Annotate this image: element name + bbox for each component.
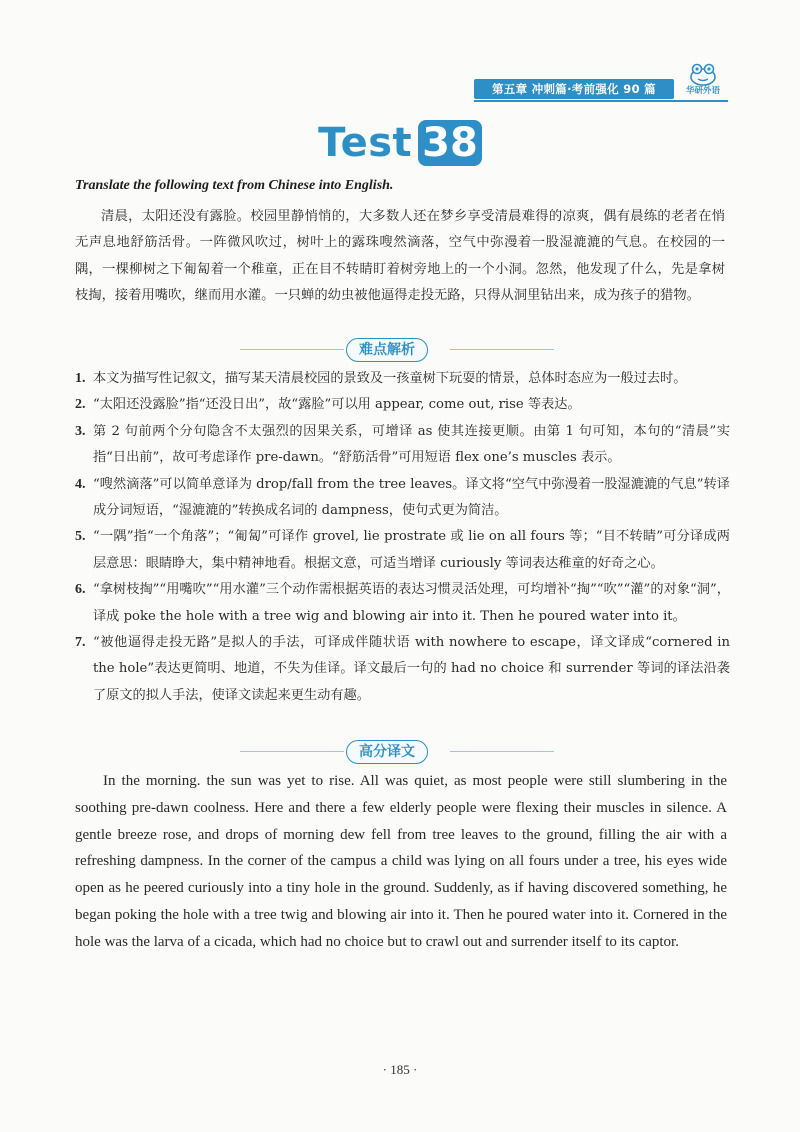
page-title bbox=[0, 120, 800, 166]
frog-logo-icon bbox=[688, 62, 718, 86]
note-item bbox=[75, 472, 730, 525]
heading-line-left bbox=[240, 349, 344, 350]
analysis-heading: 难点解析 bbox=[346, 338, 428, 362]
note-text: “拿树枝掏”“用嘴吹”“用水灌”三个动作需根据英语的表达习惯灵活处理，可均增补“掏”“吹”“灌”的对象“洞”，译成 poke the hole with a tree wig and blowing air into it. Then he poured water into it。 bbox=[93, 582, 730, 624]
heading-line-right bbox=[450, 349, 554, 350]
note-text: 第 2 句前两个分句隐含不太强烈的因果关系，可增译 as 使其连接更顺。由第 1 句可知，本句的“清晨”实指“日出前”，故可考虑译作 pre-dawn。“舒筋活骨”可用短语 flex one’s muscles 表示。 bbox=[93, 423, 730, 466]
translation-heading: 高分译文 bbox=[346, 740, 428, 764]
logo-text: 华研外语 bbox=[685, 86, 720, 96]
instruction: Translate the following text from Chinese into English. bbox=[75, 178, 394, 193]
translation-text: In the morning. the sun was yet to rise. All was quiet, as most people were still slumbering in the soothing pre-dawn coolness. Here and there a few elderly people were flexing their muscles in silence. A gentle breeze rose, and drops of morning dew fell from tree leaves to the ground, filling the air with a refreshing dampness. In the corner of the campus a child was lying on all fours under a tree, his eyes wide open as he peered curiously into a tiny hole in the ground. Suddenly, as if having discovered something, he began poking the hole with a tree twig and blowing air into it. Then he poured water into it. Cornered in the hole was the larva of a cicada, which had no choice but to crawl out and surrender itself to its captor. bbox=[75, 773, 727, 950]
note-item bbox=[75, 419, 730, 472]
note-number: 3. bbox=[75, 423, 86, 439]
title-number: 38 bbox=[418, 120, 482, 166]
note-text: “太阳还没露脸”指“还没日出”，故“露脸”可以用 appear, come out, rise 等表达。 bbox=[93, 397, 581, 413]
note-number: 7. bbox=[75, 635, 86, 651]
note-number: 4. bbox=[75, 476, 86, 492]
note-text: 本文为描写性记叙文，描写某天清晨校园的景致及一孩童树下玩耍的情景，总体时态应为一般过去时。 bbox=[93, 371, 687, 386]
note-number: 6. bbox=[75, 582, 86, 598]
note-number: 2. bbox=[75, 397, 86, 413]
note-number: 5. bbox=[75, 529, 86, 545]
note-text: “嗖然滴落”可以简单意译为 drop/fall from the tree leaves。译文将“空气中弥漫着一股湿漉漉的气息”转译成分词短语，“湿漉漉的”转换成名词的 dampness，使句式更为简洁。 bbox=[93, 476, 730, 519]
note-text: “被他逼得走投无路”是拟人的手法，可译成伴随状语 with nowhere to escape，译文译成“cornered in the hole”表达更简明、地道，不失为佳译。译文最后一句的 had no choice 和 surrender 等词的译法沿袭了原文的拟人手法，使译文读起来更生动有趣。 bbox=[93, 635, 730, 703]
note-item bbox=[75, 577, 730, 630]
note-text: “一隅”指“一个角落”；“匍匐”可译作 grovel, lie prostrate 或 lie on all fours 等；“目不转睛”可分译成两层意思：眼睛睁大，集中精神地看。根据文意，可适当增译 curiously 等词表达稚童的好奇之心。 bbox=[93, 529, 730, 571]
source-text: 清晨，太阳还没有露脸。校园里静悄悄的，大多数人还在梦乡享受清晨难得的凉爽，偶有晨练的老者在悄无声息地舒筋活骨。一阵微风吹过，树叶上的露珠嗖然滴落，空气中弥漫着一股湿漉漉的气息。在校园的一隅，一棵柳树之下匍匐着一个稚童，正在目不转睛盯着树旁地上的一个小洞。忽然，他发现了什么，先是拿树枝掏，接着用嘴吹，继而用水灌。一只蝉的幼虫被他逼得走投无路，只得从洞里钻出来，成为孩子的猎物。 bbox=[75, 209, 725, 304]
analysis-notes bbox=[75, 366, 730, 709]
note-item bbox=[75, 392, 730, 418]
chapter-label: 第五章 冲刺篇·考前强化 90 篇 bbox=[474, 79, 674, 99]
publisher-logo bbox=[676, 62, 730, 100]
page-number: · 185 · bbox=[382, 1062, 418, 1077]
heading-line-left bbox=[240, 751, 344, 752]
heading-line-right bbox=[450, 751, 554, 752]
note-item bbox=[75, 630, 730, 709]
note-item bbox=[75, 524, 730, 577]
note-item bbox=[75, 366, 730, 392]
header-rule bbox=[474, 100, 728, 102]
title-word: Test bbox=[318, 120, 413, 166]
note-number: 1. bbox=[75, 371, 86, 386]
